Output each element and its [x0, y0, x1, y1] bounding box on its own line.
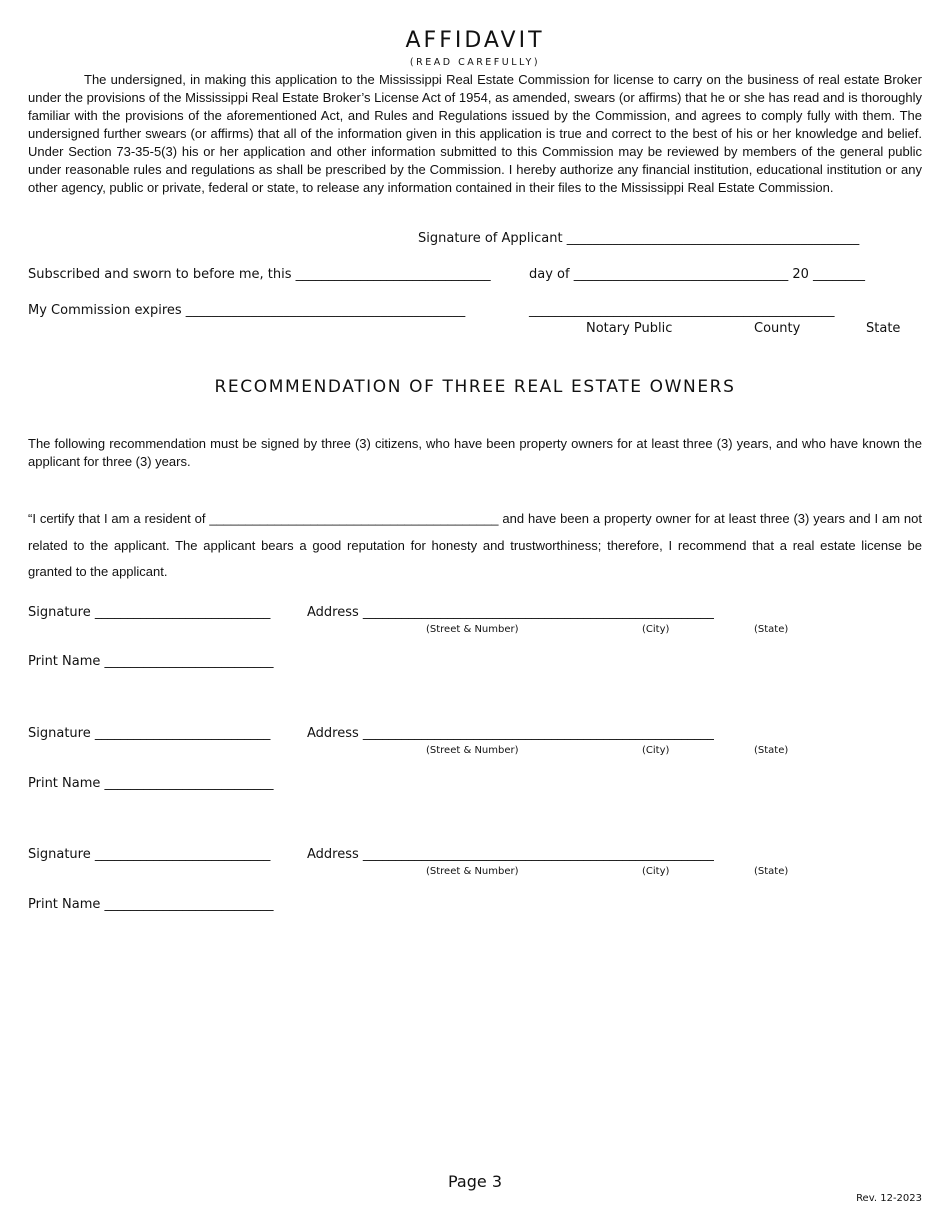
signer-2-print-name-line[interactable]: Print Name __________________________: [28, 776, 274, 791]
signer-3-print-name-line[interactable]: Print Name __________________________: [28, 897, 274, 912]
signer-1-signature-line[interactable]: Signature ___________________________: [28, 605, 271, 620]
signer-3-street-label: (Street & Number): [426, 866, 519, 877]
signer-3-address-line[interactable]: Address ______________________________________________________: [307, 847, 714, 862]
signer-1-city-label: (City): [642, 624, 670, 635]
notary-public-label: Notary Public: [586, 321, 673, 336]
revision-label: Rev. 12-2023: [856, 1193, 922, 1204]
certification-text[interactable]: “I certify that I am a resident of ________________________________________ and have been a property owner for at least three (3) years and I am not related to the applicant. The applicant bears a good reputation for honesty and trustworthiness; therefore, I recommend that a real estate license be granted to the applicant.: [28, 511, 922, 579]
recommendation-intro-text: The following recommendation must be signed by three (3) citizens, who have been property owners for at least three (3) years, and who have known the applicant for three (3) years.: [28, 436, 922, 469]
signer-1-street-label: (Street & Number): [426, 624, 519, 635]
signer-2-city-label: (City): [642, 745, 670, 756]
affidavit-title: AFFIDAVIT: [405, 28, 545, 53]
recommendation-intro: [28, 435, 922, 471]
signer-1-state-label: (State): [754, 624, 789, 635]
notary-signature-line[interactable]: _______________________________________________: [529, 303, 835, 318]
signer-3-state-label: (State): [754, 866, 789, 877]
signer-2-state-label: (State): [754, 745, 789, 756]
applicant-signature-line[interactable]: Signature of Applicant _____________________________________________: [418, 231, 860, 246]
affidavit-body: [28, 71, 922, 197]
sworn-day-of-line[interactable]: day of _________________________________ 20 ________: [529, 267, 866, 282]
signer-3-city-label: (City): [642, 866, 670, 877]
commission-expires-line[interactable]: My Commission expires ___________________________________________: [28, 303, 466, 318]
signer-1-address-line[interactable]: Address ______________________________________________________: [307, 605, 714, 620]
signer-3-signature-line[interactable]: Signature ___________________________: [28, 847, 271, 862]
sworn-date-line[interactable]: Subscribed and sworn to before me, this ______________________________: [28, 267, 491, 282]
affidavit-subtitle: (READ CAREFULLY): [409, 57, 541, 68]
county-label: County: [754, 321, 801, 336]
certification-statement: [28, 506, 922, 586]
recommendation-title: [0, 375, 950, 397]
signer-2-signature-line[interactable]: Signature ___________________________: [28, 726, 271, 741]
signer-1-print-name-line[interactable]: Print Name __________________________: [28, 654, 274, 669]
recommendation-title-text: RECOMMENDATION OF THREE REAL ESTATE OWNERS: [214, 377, 736, 397]
state-label: State: [866, 321, 901, 336]
affidavit-body-text: The undersigned, in making this application to the Mississippi Real Estate Commission for license to carry on the business of real estate Broker under the provisions of the Mississippi Real Estate Broker’s License Act of 1954, as amended, swears (or affirms) that he or she has read and is thoroughly familiar with the provisions of the aforementioned Act, and Rules and Regulations issued by the Commission, and agrees to comply fully with them. The undersigned further swears (or affirms) that all of the information given in this application is true and correct to the best of his or her knowledge and belief. Under Section 73-35-5(3) his or her application and other information submitted to this Commission may be reviewed by members of the general public under reasonable rules and regulations as shall be prescribed by the Commission. I hereby authorize any financial institution, educational institution or any other agency, public or private, federal or state, to release any information contained in their files to the Mississippi Real Estate Commission.: [28, 72, 922, 195]
signer-2-address-line[interactable]: Address ______________________________________________________: [307, 726, 714, 741]
page-number: Page 3: [448, 1172, 502, 1191]
signer-2-street-label: (Street & Number): [426, 745, 519, 756]
